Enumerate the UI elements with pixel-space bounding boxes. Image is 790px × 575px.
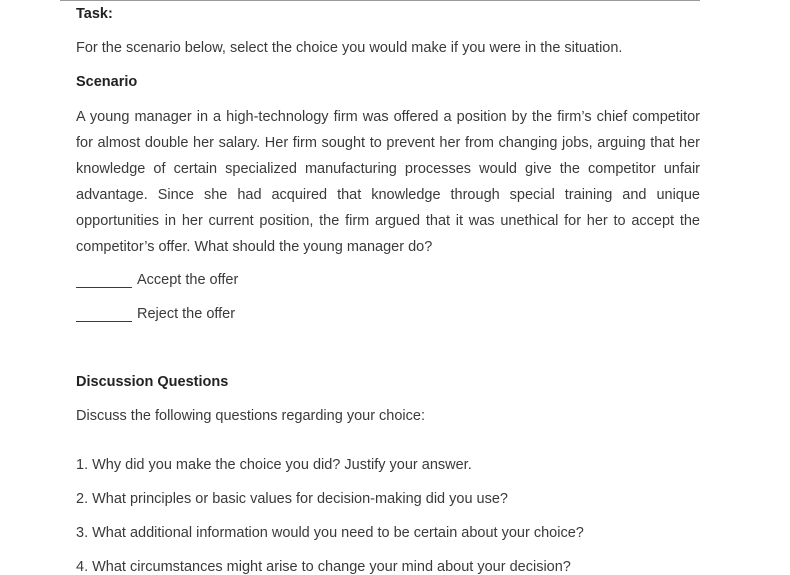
choice-blank-line[interactable] (76, 307, 132, 322)
choice-label: Reject the offer (137, 306, 236, 322)
choice-label: Accept the offer (137, 272, 239, 288)
choice-accept[interactable] (76, 272, 238, 288)
discussion-question: 4. What circumstances might arise to change your mind about your decision? (76, 558, 571, 575)
choice-reject[interactable] (76, 306, 235, 322)
discussion-heading: Discussion Questions (76, 374, 229, 390)
scenario-text: A young manager in a high-technology firm was offered a position by the firm’s chief competitor for almost double her salary. Her firm sought to prevent her from changing jobs, arguing that her knowledge of certain specialized manufacturing processes would give the competitor unfair advantage. Since she had acquired that knowledge through special training and unique opportunities in her current position, the firm argued that it was unethical for her to accept the competitor’s offer. What should the young manager do? (76, 109, 700, 255)
discussion-question: 3. What additional information would you need to be certain about your choice? (76, 524, 584, 541)
discussion-question: 1. Why did you make the choice you did? Justify your answer. (76, 456, 472, 473)
task-heading: Task: (76, 6, 113, 22)
choice-blank-line[interactable] (76, 273, 132, 288)
discussion-intro: Discuss the following questions regarding your choice: (76, 408, 425, 424)
discussion-question: 2. What principles or basic values for decision-making did you use? (76, 490, 508, 507)
task-instruction: For the scenario below, select the choice you would make if you were in the situation. (76, 40, 623, 56)
top-divider (60, 0, 700, 1)
scenario-heading: Scenario (76, 74, 138, 90)
